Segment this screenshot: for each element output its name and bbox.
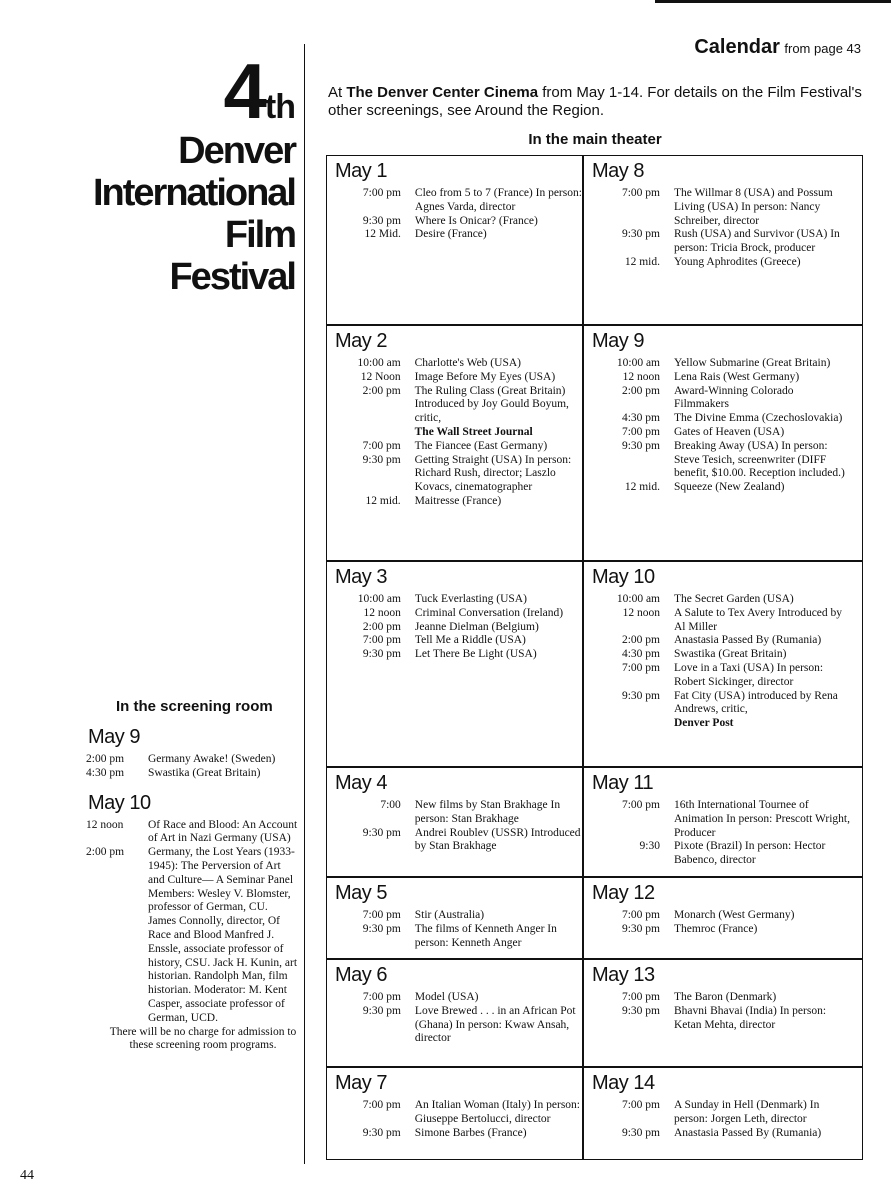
day-cell xyxy=(327,960,582,1066)
showtime: 9:30 pm xyxy=(362,1004,401,1017)
schedule-row xyxy=(333,1005,582,1046)
showtime: 2:00 pm xyxy=(362,384,401,397)
program-title: Germany Awake! (Sweden) xyxy=(148,753,276,765)
day-schedule xyxy=(333,593,582,662)
day-cell xyxy=(584,562,862,766)
showtime: 9:30 pm xyxy=(621,1004,660,1017)
showtime: 7:00 pm xyxy=(362,1099,401,1111)
showtime: 10:00 am xyxy=(357,593,401,605)
film-title: Themroc (France) xyxy=(674,922,758,935)
schedule-row xyxy=(590,690,850,718)
film-title: Lena Rais (West Germany) xyxy=(674,370,800,383)
film-title: Yellow Submarine (Great Britain) xyxy=(674,357,831,369)
film-title: Anastasia Passed By (Rumania) xyxy=(674,634,822,647)
showtime: 7:00 pm xyxy=(362,634,401,647)
day-schedule xyxy=(590,593,850,731)
film-title: Desire (France) xyxy=(414,228,487,241)
day-cell xyxy=(327,326,582,560)
showtime: 4:30 pm xyxy=(621,412,660,425)
schedule-row xyxy=(590,426,850,440)
showtime: 9:30 pm xyxy=(362,214,401,227)
film-title: Charlotte's Web (USA) xyxy=(414,357,521,369)
film-title: Stir (Australia) xyxy=(414,909,485,921)
film-title: A Salute to Tex Avery Introduced by Al Miller xyxy=(674,606,843,633)
logo-line: International xyxy=(92,172,295,214)
day-cell xyxy=(327,1068,582,1159)
schedule-row xyxy=(590,1127,850,1141)
schedule-row xyxy=(333,923,582,951)
film-title: Denver Post xyxy=(674,717,734,730)
intro-prefix: At xyxy=(328,84,347,101)
film-title: A Sunday in Hell (Denmark) In person: Jorgen Leth, director xyxy=(674,1099,820,1125)
showtime: 9:30 xyxy=(639,840,660,853)
page-number: 44 xyxy=(20,1168,34,1183)
schedule-row xyxy=(333,634,582,648)
film-title: Pixote (Brazil) In person: Hector Babenco, director xyxy=(674,840,826,867)
showtime: 7:00 pm xyxy=(621,425,660,438)
day-heading: May 5 xyxy=(335,882,387,904)
day-cell xyxy=(584,1068,862,1159)
logo-line: Film xyxy=(224,214,295,256)
program-title: Germany, the Lost Years (1933-1945): The Perversion of Art and Culture— A Seminar Panel Members: Wesley V. Blomster, professor of German, CU. James Connolly, director, Of Race and Blood Manfred J. Enssle, associate professor of history, CSU. Jack H. Kunin, art historian. Randolph Man, film historian. Moderator: M. Kent Casper, associate professor of German, UCD. xyxy=(148,846,298,1024)
day-heading: May 8 xyxy=(592,160,644,182)
showtime: 9:30 pm xyxy=(621,1126,660,1139)
schedule-row xyxy=(86,753,275,767)
screening-room-section xyxy=(88,698,298,1053)
screening-room-note: There will be no charge for admission to these screening room programs. xyxy=(109,1025,297,1052)
showtime: 12 mid. xyxy=(624,481,660,494)
showtime: 9:30 pm xyxy=(621,439,660,452)
showtime: 12 Mid. xyxy=(364,228,401,241)
film-title: Fat City (USA) introduced by Rena Andrews, critic, xyxy=(674,689,838,716)
showtime: 12 noon xyxy=(86,818,124,831)
showtime: 2:00 pm xyxy=(621,634,660,647)
showtime: 9:30 pm xyxy=(362,922,401,935)
intro-text xyxy=(328,84,863,120)
schedule-row xyxy=(590,371,850,385)
film-title: The Baron (Denmark) xyxy=(674,991,777,1003)
day-heading: May 3 xyxy=(335,566,387,588)
schedule-row xyxy=(590,909,850,923)
schedule-row xyxy=(590,1005,850,1033)
film-title: Jeanne Dielman (Belgium) xyxy=(414,620,539,633)
film-title: New films by Stan Brakhage In person: Stan Brakhage xyxy=(414,799,561,825)
schedule-row xyxy=(86,846,298,1025)
day-heading: May 12 xyxy=(592,882,655,904)
schedule-row xyxy=(590,412,850,426)
film-title: Model (USA) xyxy=(414,991,479,1003)
film-title: Gates of Heaven (USA) xyxy=(674,425,785,438)
day-heading: May 1 xyxy=(335,160,387,182)
screening-day-heading: May 10 xyxy=(88,791,151,814)
day-heading: May 2 xyxy=(335,330,387,352)
schedule-row xyxy=(333,593,582,607)
showtime: 7:00 xyxy=(380,799,401,811)
schedule-row xyxy=(590,357,850,371)
day-schedule xyxy=(333,187,582,242)
schedule-row xyxy=(590,991,850,1005)
festival-logo xyxy=(92,47,295,298)
film-title: 16th International Tournee of Animation In person: Prescott Wright, Producer xyxy=(674,799,850,839)
schedule-row xyxy=(590,717,850,731)
day-schedule xyxy=(590,1099,850,1140)
film-title: Criminal Conversation (Ireland) xyxy=(414,606,564,619)
schedule-row xyxy=(333,357,582,371)
film-title: Andrei Roublev (USSR) Introduced by Stan Brakhage xyxy=(414,826,581,853)
showtime: 7:00 pm xyxy=(621,1099,660,1111)
schedule-row xyxy=(590,840,850,868)
column-divider xyxy=(304,44,305,1164)
film-title: The Secret Garden (USA) xyxy=(674,593,794,605)
day-heading: May 7 xyxy=(335,1072,387,1094)
showtime: 9:30 pm xyxy=(362,648,401,661)
showtime: 7:00 pm xyxy=(621,909,660,921)
logo-number: 4 xyxy=(223,47,265,135)
film-title: The Wall Street Journal xyxy=(414,425,533,438)
logo-line: Denver xyxy=(178,130,295,172)
schedule-row xyxy=(333,228,582,242)
film-title: Maitresse (France) xyxy=(414,494,502,507)
day-heading: May 14 xyxy=(592,1072,655,1094)
schedule-row xyxy=(590,385,850,413)
schedule-grid xyxy=(326,155,863,1160)
day-schedule xyxy=(333,909,582,950)
film-title: Where Is Onicar? (France) xyxy=(414,214,538,227)
film-title: Anastasia Passed By (Rumania) xyxy=(674,1126,822,1139)
film-title: Getting Straight (USA) In person: Richard Rush, director; Laszlo Kovacs, cinematographer xyxy=(414,453,572,494)
day-heading: May 9 xyxy=(592,330,644,352)
day-schedule xyxy=(333,357,582,509)
film-title: The films of Kenneth Anger In person: Kenneth Anger xyxy=(414,922,557,949)
schedule-row xyxy=(333,440,582,454)
day-heading: May 11 xyxy=(592,772,654,794)
film-title: Love Brewed . . . in an African Pot (Ghana) In person: Kwaw Ansah, director xyxy=(414,1004,576,1045)
showtime: 7:00 pm xyxy=(362,187,401,199)
program-title: Swastika (Great Britain) xyxy=(148,766,261,779)
showtime: 2:00 pm xyxy=(362,620,401,633)
showtime: 9:30 pm xyxy=(362,826,401,839)
schedule-row xyxy=(590,799,850,840)
day-schedule xyxy=(333,991,582,1046)
schedule-row xyxy=(590,440,850,481)
schedule-row xyxy=(333,827,582,855)
showtime: 4:30 pm xyxy=(86,766,125,779)
film-title: Let There Be Light (USA) xyxy=(414,648,537,661)
showtime: 12 mid. xyxy=(365,494,401,507)
film-title: The Ruling Class (Great Britain) Introduced by Joy Gould Boyum, critic, xyxy=(414,384,569,425)
day-schedule xyxy=(333,799,582,854)
day-cell xyxy=(584,156,862,324)
day-cell xyxy=(327,878,582,958)
schedule-row xyxy=(333,1099,582,1127)
film-title: Cleo from 5 to 7 (France) In person: Agnes Varda, director xyxy=(414,187,582,213)
schedule-row xyxy=(590,1099,850,1127)
top-rule xyxy=(655,0,891,3)
film-title: Simone Barbes (France) xyxy=(414,1126,527,1139)
main-theater-title: In the main theater xyxy=(528,131,662,148)
schedule-row xyxy=(333,909,582,923)
schedule-row xyxy=(333,621,582,635)
schedule-row xyxy=(590,228,850,256)
day-cell xyxy=(327,768,582,876)
schedule-row xyxy=(333,991,582,1005)
showtime: 7:00 pm xyxy=(621,799,660,811)
day-schedule xyxy=(590,909,850,937)
showtime xyxy=(333,426,415,440)
schedule-row xyxy=(590,481,850,495)
screening-room-title: In the screening room xyxy=(116,698,273,715)
schedule-row xyxy=(333,454,582,495)
day-heading: May 4 xyxy=(335,772,387,794)
film-title: Tuck Everlasting (USA) xyxy=(414,593,527,605)
film-title: Swastika (Great Britain) xyxy=(674,648,787,661)
schedule-row xyxy=(590,607,850,635)
showtime: 10:00 am xyxy=(616,357,660,369)
film-title: Love in a Taxi (USA) In person: Robert Sickinger, director xyxy=(674,661,824,688)
screening-room-days xyxy=(88,725,298,1026)
showtime: 2:00 pm xyxy=(621,384,660,397)
header-from: from page 43 xyxy=(784,41,861,56)
day-heading: May 13 xyxy=(592,964,655,986)
film-title: The Fiancee (East Germany) xyxy=(414,439,548,452)
showtime: 9:30 pm xyxy=(621,228,660,241)
showtime: 9:30 pm xyxy=(362,453,401,466)
day-schedule xyxy=(333,1099,582,1140)
schedule-row xyxy=(333,426,582,440)
schedule-row xyxy=(333,648,582,662)
day-cell xyxy=(584,960,862,1066)
day-cell xyxy=(584,878,862,958)
film-title: Young Aphrodites (Greece) xyxy=(674,255,801,268)
film-title: Squeeze (New Zealand) xyxy=(674,481,785,494)
film-title: An Italian Woman (Italy) In person: Giuseppe Bertolucci, director xyxy=(414,1099,580,1125)
day-cell xyxy=(327,562,582,766)
schedule-row xyxy=(333,495,582,509)
logo-suffix: th xyxy=(264,88,295,126)
showtime: 7:00 pm xyxy=(621,991,660,1003)
logo-line: Festival xyxy=(169,256,295,298)
film-title: Bhavni Bhavai (India) In person: Ketan Mehta, director xyxy=(674,1004,827,1031)
film-title: Monarch (West Germany) xyxy=(674,909,795,921)
day-schedule xyxy=(590,991,850,1032)
schedule-row xyxy=(333,371,582,385)
showtime: 9:30 pm xyxy=(362,1126,401,1139)
showtime: 7:00 pm xyxy=(362,991,401,1003)
screening-schedule xyxy=(86,753,275,781)
day-heading: May 10 xyxy=(592,566,655,588)
schedule-row xyxy=(333,385,582,426)
day-cell xyxy=(327,156,582,324)
schedule-row xyxy=(86,819,298,847)
intro-rest: from May 1-14. For details on the Film Festival's other screenings, see Around the Region. xyxy=(328,84,862,119)
day-heading: May 6 xyxy=(335,964,387,986)
schedule-row xyxy=(590,593,850,607)
day-schedule xyxy=(590,357,850,495)
film-title: Tell Me a Riddle (USA) xyxy=(414,634,526,647)
schedule-row xyxy=(590,634,850,648)
showtime: 2:00 pm xyxy=(86,846,125,859)
film-title: Rush (USA) and Survivor (USA) In person: Tricia Brock, producer xyxy=(674,228,840,255)
day-schedule xyxy=(590,187,850,270)
day-schedule xyxy=(590,799,850,868)
program-title: Of Race and Blood: An Account of Art in Nazi Germany (USA) xyxy=(148,818,298,845)
schedule-row xyxy=(333,607,582,621)
showtime: 7:00 pm xyxy=(362,909,401,921)
schedule-row xyxy=(590,648,850,662)
showtime: 7:00 pm xyxy=(621,187,660,199)
showtime: 2:00 pm xyxy=(86,753,125,765)
schedule-row xyxy=(333,187,582,215)
showtime: 12 Noon xyxy=(360,370,401,383)
page-header xyxy=(694,36,861,59)
showtime: 4:30 pm xyxy=(621,648,660,661)
film-title: The Willmar 8 (USA) and Possum Living (USA) In person: Nancy Schreiber, director xyxy=(674,187,833,227)
film-title: Award-Winning Colorado Filmmakers xyxy=(674,384,794,411)
showtime: 9:30 pm xyxy=(621,922,660,935)
schedule-row xyxy=(333,215,582,229)
showtime: 12 noon xyxy=(622,370,660,383)
showtime: 7:00 pm xyxy=(362,439,401,452)
screening-day-heading: May 9 xyxy=(88,726,140,748)
schedule-row xyxy=(333,1127,582,1141)
day-cell xyxy=(584,768,862,876)
schedule-row xyxy=(590,662,850,690)
day-cell xyxy=(584,326,862,560)
film-title: The Divine Emma (Czechoslovakia) xyxy=(674,412,843,425)
screening-schedule xyxy=(86,819,298,1026)
showtime: 10:00 am xyxy=(357,357,401,369)
showtime: 12 noon xyxy=(622,606,660,619)
showtime: 12 mid. xyxy=(624,255,660,268)
schedule-row xyxy=(333,799,582,827)
showtime: 9:30 pm xyxy=(621,689,660,702)
showtime: 10:00 am xyxy=(616,593,660,605)
header-title: Calendar xyxy=(694,36,780,58)
schedule-row xyxy=(590,256,850,270)
film-title: Image Before My Eyes (USA) xyxy=(414,370,556,383)
film-title: Breaking Away (USA) In person: Steve Tesich, screenwriter (DIFF benefit, $10.00. Reception included.) xyxy=(674,439,845,480)
schedule-row xyxy=(590,923,850,937)
showtime xyxy=(590,717,674,731)
schedule-row xyxy=(86,767,275,781)
venue-name: The Denver Center Cinema xyxy=(346,84,539,101)
schedule-row xyxy=(590,187,850,228)
showtime: 12 noon xyxy=(363,606,401,619)
showtime: 7:00 pm xyxy=(621,661,660,674)
